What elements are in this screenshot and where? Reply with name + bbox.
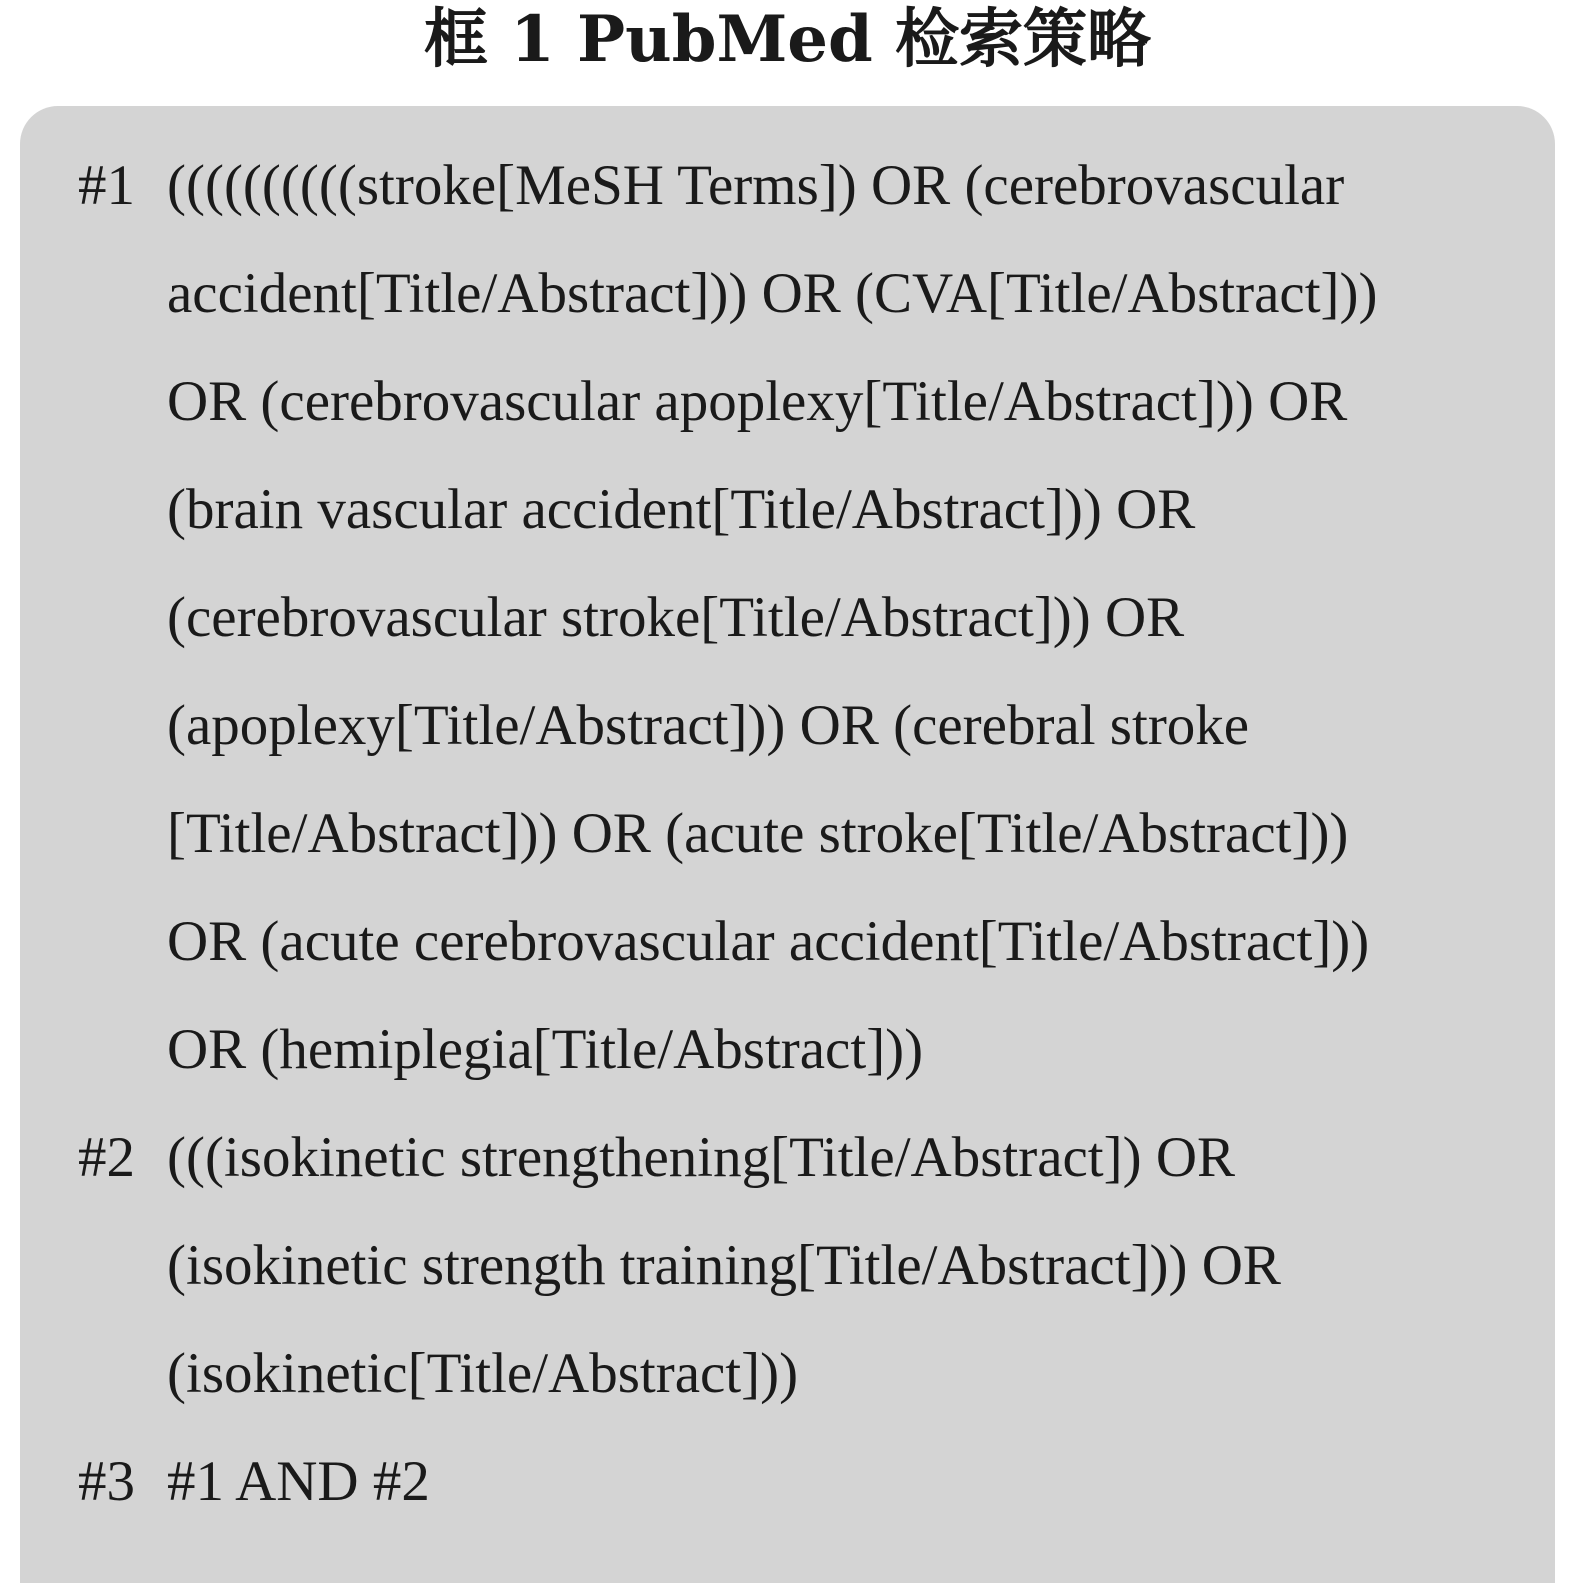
query-line: accident[Title/Abstract])) OR (CVA[Title/Abstract])) [167,262,1378,325]
query-line: (isokinetic[Title/Abstract])) [167,1342,799,1405]
query-line: (brain vascular accident[Title/Abstract])) OR [167,478,1196,541]
query-line: [Title/Abstract])) OR (acute stroke[Title/Abstract])) [167,802,1349,865]
box-title: 框 1 PubMed 检索策略 [423,2,1152,77]
query-line: (apoplexy[Title/Abstract])) OR (cerebral stroke [167,694,1250,757]
query-line: ((((((((((stroke[MeSH Terms]) OR (cerebrovascular [167,154,1345,217]
query-line: (((isokinetic strengthening[Title/Abstract]) OR [167,1126,1236,1189]
entry-label: #2 [78,1126,135,1189]
search-strategy-box [20,106,1555,1583]
query-line: (isokinetic strength training[Title/Abstract])) OR [167,1234,1281,1297]
entry-label: #3 [78,1450,135,1513]
query-line: OR (hemiplegia[Title/Abstract])) [167,1018,924,1081]
query-line: #1 AND #2 [167,1450,430,1513]
query-line: OR (acute cerebrovascular accident[Title/Abstract])) [167,910,1370,973]
query-line: OR (cerebrovascular apoplexy[Title/Abstract])) OR [167,370,1348,433]
query-line: (cerebrovascular stroke[Title/Abstract])) OR [167,586,1185,649]
entry-label: #1 [78,154,135,217]
